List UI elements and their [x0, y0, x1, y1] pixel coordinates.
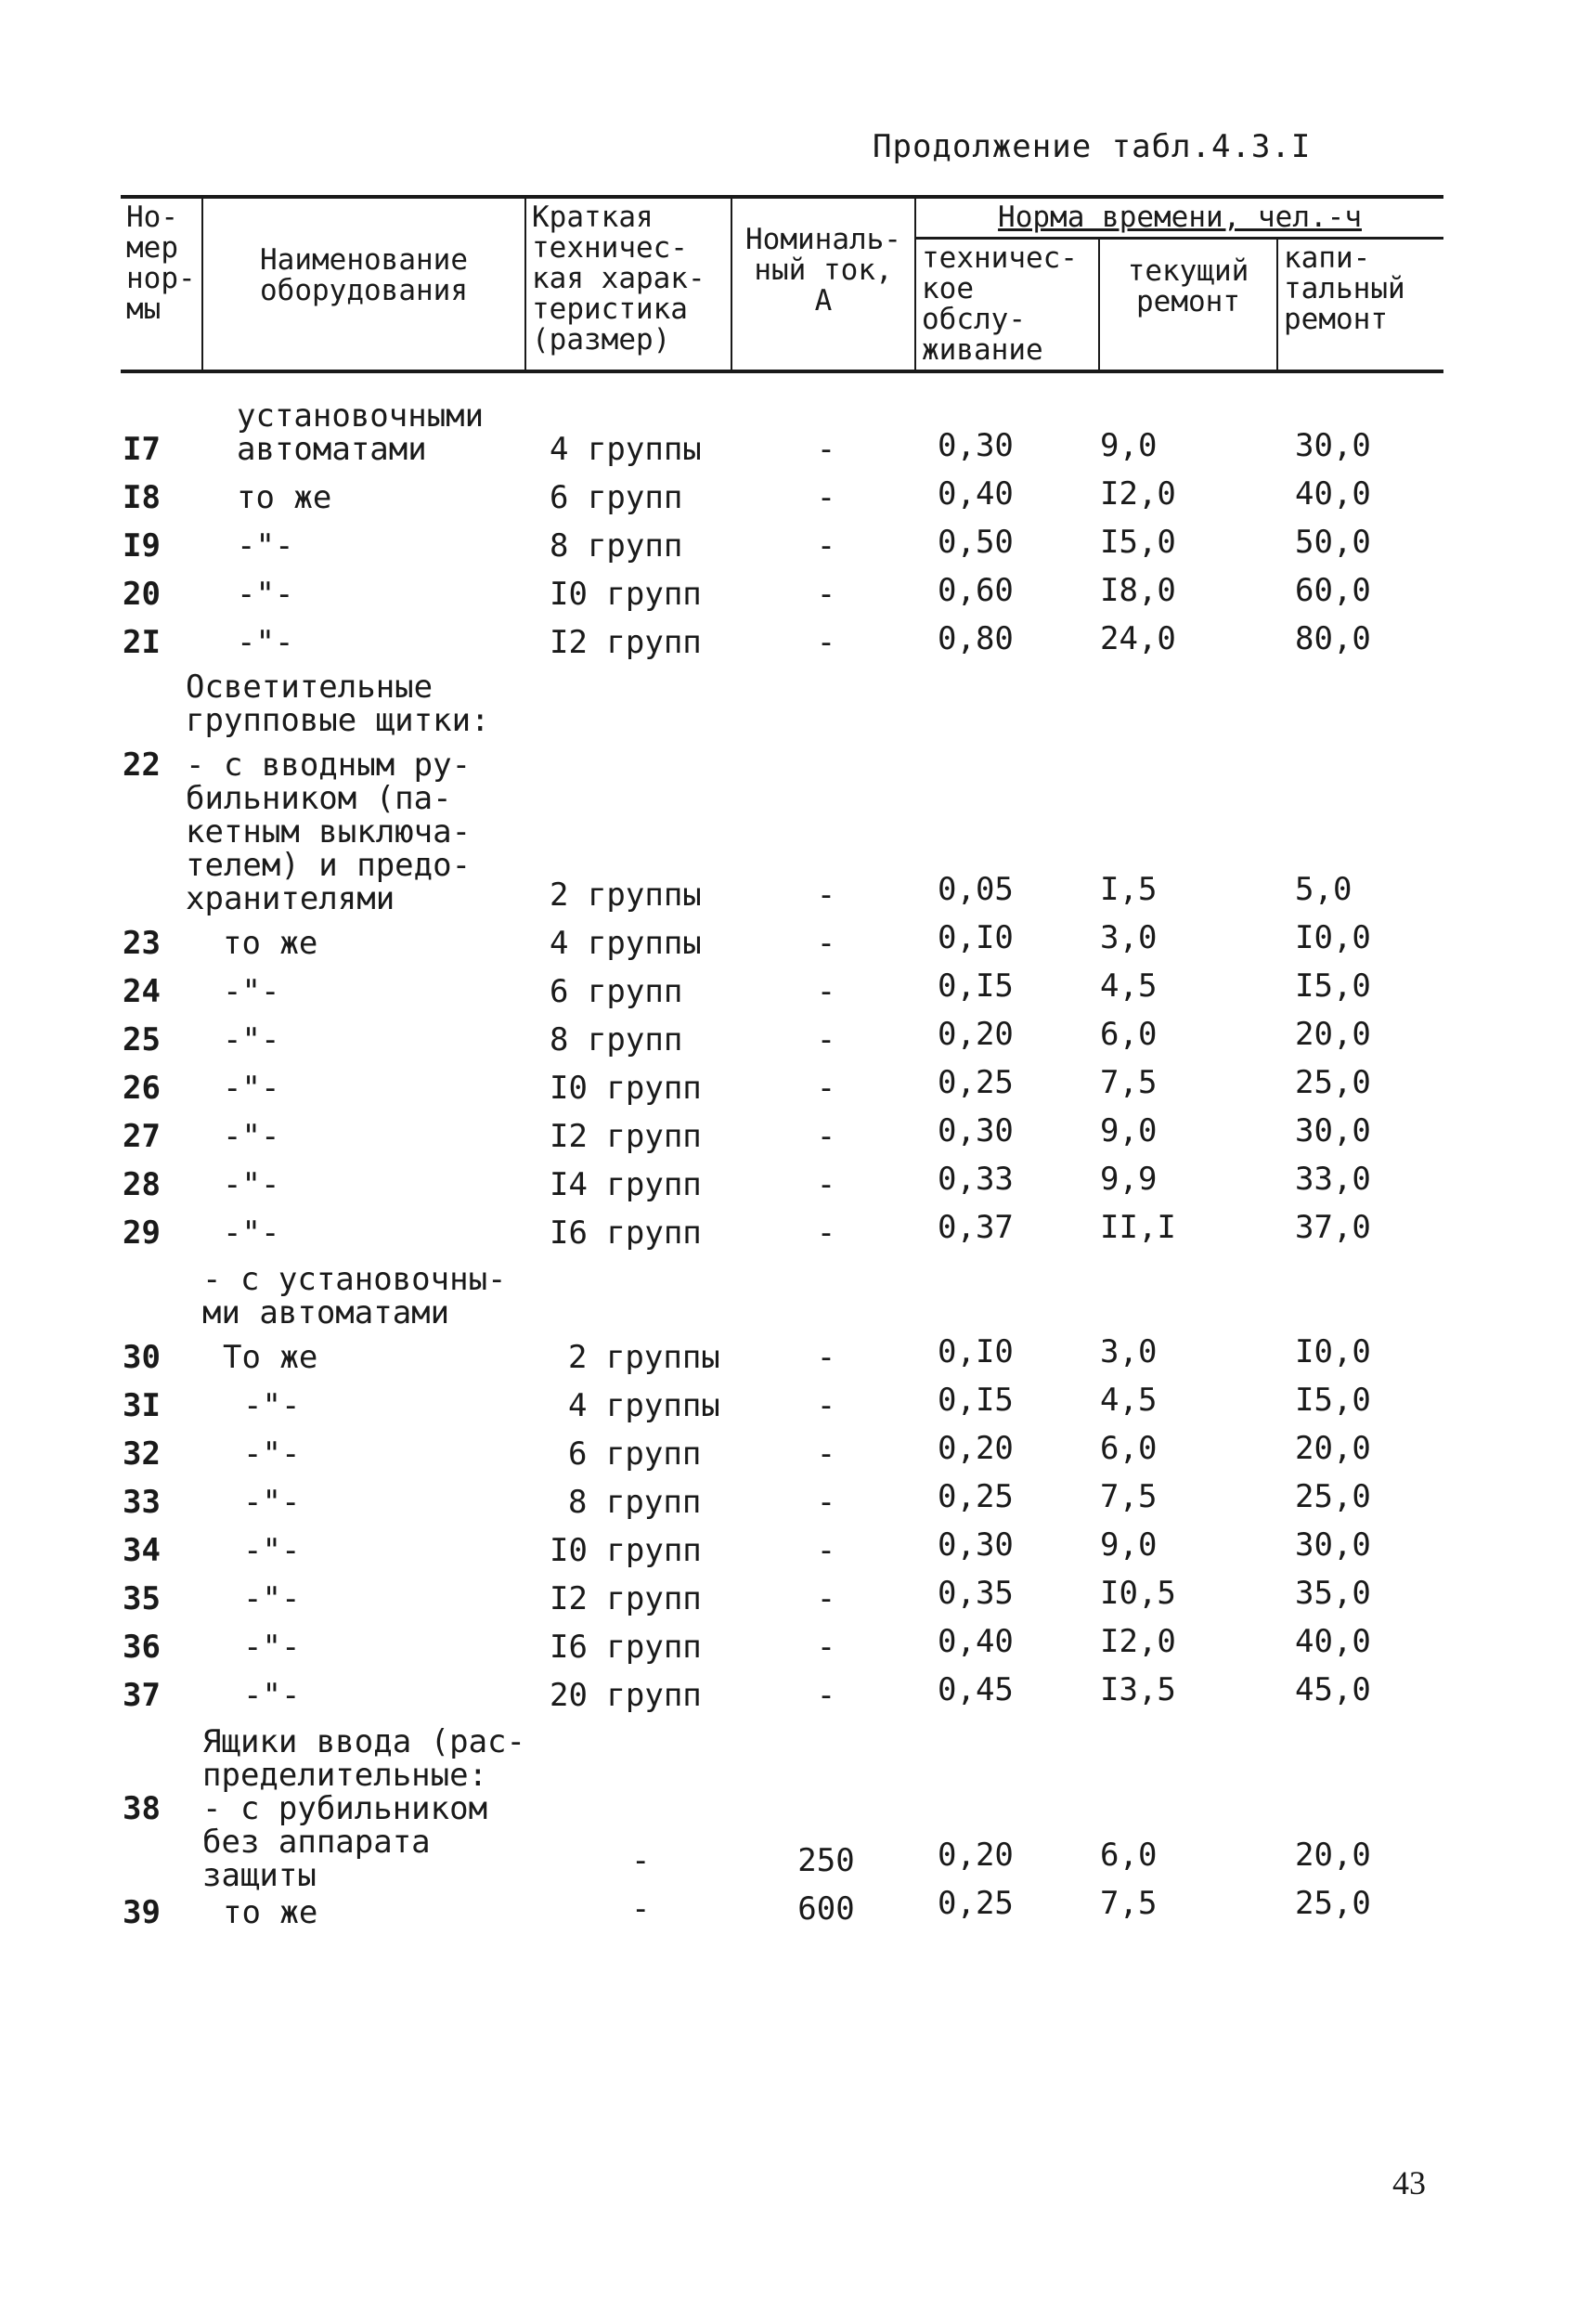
row-number: 23 [123, 925, 161, 962]
row-capital-repair: 35,0 [1295, 1575, 1371, 1612]
row-capital-repair: 25,0 [1295, 1064, 1371, 1101]
row-size: I0 групп [550, 1070, 702, 1107]
header-capital-repair: капи- тальный ремонт [1277, 239, 1443, 372]
row-name: -"- [237, 624, 294, 661]
row-size: I2 групп [550, 624, 702, 661]
header-name: Наименование оборудования [202, 197, 525, 371]
header-maintenance: техничес- кое обслу- живание [915, 239, 1099, 372]
row-capital-repair: 30,0 [1295, 427, 1371, 464]
row-current-repair: 3,0 [1100, 919, 1158, 956]
row-name: -"- [243, 1580, 301, 1617]
row-maintenance: 0,I0 [938, 1333, 1014, 1370]
row-current: - [816, 576, 836, 613]
row-number: 25 [123, 1021, 161, 1058]
row-number: I9 [123, 527, 161, 565]
row-current: 250 [797, 1842, 855, 1879]
section-heading: Осветительные групповые щитки: [186, 669, 490, 739]
row-maintenance: 0,40 [938, 475, 1014, 513]
row-size: I0 групп [550, 576, 702, 613]
row-current-repair: 6,0 [1100, 1837, 1158, 1874]
row-current-repair: 9,9 [1100, 1161, 1158, 1198]
row-size: - [631, 1842, 651, 1879]
row-maintenance: 0,50 [938, 524, 1014, 561]
row-number: 24 [123, 973, 161, 1010]
row-capital-repair: 40,0 [1295, 1623, 1371, 1660]
row-current: - [816, 1387, 836, 1424]
row-number: 39 [123, 1894, 161, 1931]
row-maintenance: 0,45 [938, 1671, 1014, 1708]
row-size: 2 группы [550, 876, 702, 914]
page-number: 43 [1392, 2164, 1426, 2201]
row-current: - [816, 1484, 836, 1521]
row-current-repair: 4,5 [1100, 967, 1158, 1005]
row-size: I6 групп [550, 1629, 702, 1666]
row-name: -"- [223, 973, 280, 1010]
row-name: установочными [237, 397, 485, 435]
row-size: 4 группы [550, 431, 702, 468]
row-maintenance: 0,37 [938, 1209, 1014, 1246]
row-capital-repair: 80,0 [1295, 620, 1371, 657]
row-current: - [816, 925, 836, 962]
row-current: - [816, 973, 836, 1010]
section-heading: - с установочны- ми автоматами [202, 1261, 507, 1331]
row-current-repair: II,I [1100, 1209, 1176, 1246]
row-name: - с вводным ру- бильником (па- кетным выключа- телем) и предо- хранителями [186, 747, 472, 917]
row-maintenance: 0,33 [938, 1161, 1014, 1198]
row-current-repair: 6,0 [1100, 1430, 1158, 1467]
row-capital-repair: I0,0 [1295, 1333, 1371, 1370]
row-current: - [816, 876, 836, 914]
row-current: - [816, 624, 836, 661]
row-number: 27 [123, 1118, 161, 1155]
table-caption: Продолжение табл.4.3.I [873, 128, 1312, 165]
row-name: -"- [243, 1484, 301, 1521]
row-name: -"- [243, 1532, 301, 1569]
row-number: 2I [123, 624, 161, 661]
row-capital-repair: 20,0 [1295, 1016, 1371, 1053]
row-current: - [816, 1677, 836, 1714]
row-current-repair: 4,5 [1100, 1382, 1158, 1419]
row-current-repair: 7,5 [1100, 1064, 1158, 1101]
row-size: 2 группы [568, 1339, 720, 1376]
row-size: 6 групп [568, 1435, 702, 1473]
row-size: 4 группы [568, 1387, 720, 1424]
row-current-repair: 6,0 [1100, 1016, 1158, 1053]
row-current: - [816, 1532, 836, 1569]
row-maintenance: 0,25 [938, 1064, 1014, 1101]
row-size: - [631, 1890, 651, 1928]
row-size: 8 групп [568, 1484, 702, 1521]
header-current: Номиналь- ный ток, А [731, 197, 915, 371]
row-current-repair: I5,0 [1100, 524, 1176, 561]
row-number: 34 [123, 1532, 161, 1569]
row-current-repair: 7,5 [1100, 1885, 1158, 1922]
row-size: I0 групп [550, 1532, 702, 1569]
row-size: 8 групп [550, 527, 683, 565]
row-name: То же [223, 1339, 318, 1376]
header-characteristic: Краткая техничес- кая харак- теристика (размер) [525, 197, 731, 371]
row-capital-repair: 20,0 [1295, 1837, 1371, 1874]
row-name: - с рубильником без аппарата защиты [202, 1790, 488, 1894]
row-size: 20 групп [550, 1677, 702, 1714]
row-number: 32 [123, 1435, 161, 1473]
row-number: 37 [123, 1677, 161, 1714]
row-size: I2 групп [550, 1580, 702, 1617]
row-capital-repair: 30,0 [1295, 1526, 1371, 1564]
header-current-repair: текущий ремонт [1099, 239, 1277, 372]
row-capital-repair: 45,0 [1295, 1671, 1371, 1708]
row-size: 8 групп [550, 1021, 683, 1058]
row-name: -"- [223, 1021, 280, 1058]
row-maintenance: 0,35 [938, 1575, 1014, 1612]
row-current-repair: I8,0 [1100, 572, 1176, 609]
row-number: 22 [123, 747, 161, 784]
row-number: 38 [123, 1790, 161, 1827]
row-current-repair: 9,0 [1100, 1526, 1158, 1564]
row-number: I8 [123, 479, 161, 516]
row-current: - [816, 1118, 836, 1155]
header-norm-group: Норма времени, чел.-ч [915, 197, 1443, 239]
row-current-repair: 9,0 [1100, 1112, 1158, 1149]
row-name: -"- [243, 1629, 301, 1666]
row-size: 4 группы [550, 925, 702, 962]
row-number: 33 [123, 1484, 161, 1521]
row-current: - [816, 1435, 836, 1473]
row-maintenance: 0,20 [938, 1837, 1014, 1874]
row-current-repair: I0,5 [1100, 1575, 1176, 1612]
row-name: -"- [243, 1435, 301, 1473]
row-name: -"- [243, 1387, 301, 1424]
row-capital-repair: 60,0 [1295, 572, 1371, 609]
row-capital-repair: 25,0 [1295, 1478, 1371, 1515]
row-maintenance: 0,25 [938, 1478, 1014, 1515]
header-number: Но- мер нор- мы [121, 197, 202, 371]
row-capital-repair: 37,0 [1295, 1209, 1371, 1246]
row-capital-repair: 40,0 [1295, 475, 1371, 513]
row-number: 3I [123, 1387, 161, 1424]
row-size: 6 групп [550, 479, 683, 516]
row-name: -"- [237, 576, 294, 613]
row-current: - [816, 1214, 836, 1252]
row-maintenance: 0,30 [938, 1526, 1014, 1564]
row-capital-repair: 20,0 [1295, 1430, 1371, 1467]
row-size: 6 групп [550, 973, 683, 1010]
row-number: 29 [123, 1214, 161, 1252]
row-current-repair: I,5 [1100, 871, 1158, 908]
row-capital-repair: I0,0 [1295, 919, 1371, 956]
row-current: - [816, 1021, 836, 1058]
row-name: -"- [223, 1118, 280, 1155]
row-name: -"- [237, 527, 294, 565]
row-maintenance: 0,I5 [938, 1382, 1014, 1419]
row-number: 26 [123, 1070, 161, 1107]
row-maintenance: 0,05 [938, 871, 1014, 908]
row-current-repair: 7,5 [1100, 1478, 1158, 1515]
row-current-repair: 9,0 [1100, 427, 1158, 464]
row-current-repair: 3,0 [1100, 1333, 1158, 1370]
row-size: I4 групп [550, 1166, 702, 1203]
row-current: 600 [797, 1890, 855, 1928]
section-heading: Ящики ввода (рас- пределительные: [202, 1723, 525, 1794]
row-maintenance: 0,30 [938, 427, 1014, 464]
row-current-repair: I3,5 [1100, 1671, 1176, 1708]
row-current: - [816, 1166, 836, 1203]
row-name: -"- [223, 1070, 280, 1107]
row-size: I2 групп [550, 1118, 702, 1155]
row-maintenance: 0,40 [938, 1623, 1014, 1660]
row-current: - [816, 1339, 836, 1376]
row-current-repair: I2,0 [1100, 475, 1176, 513]
row-name: -"- [223, 1214, 280, 1252]
row-number: 28 [123, 1166, 161, 1203]
row-maintenance: 0,80 [938, 620, 1014, 657]
row-size: I6 групп [550, 1214, 702, 1252]
row-capital-repair: 50,0 [1295, 524, 1371, 561]
row-capital-repair: 25,0 [1295, 1885, 1371, 1922]
row-current-repair: 24,0 [1100, 620, 1176, 657]
row-maintenance: 0,20 [938, 1016, 1014, 1053]
row-number: 35 [123, 1580, 161, 1617]
row-name: автоматами [237, 431, 427, 468]
row-name: то же [237, 479, 332, 516]
row-current: - [816, 527, 836, 565]
row-maintenance: 0,20 [938, 1430, 1014, 1467]
row-name: то же [223, 1894, 318, 1931]
row-name: -"- [223, 1166, 280, 1203]
row-current: - [816, 479, 836, 516]
row-capital-repair: I5,0 [1295, 967, 1371, 1005]
row-maintenance: 0,30 [938, 1112, 1014, 1149]
row-maintenance: 0,60 [938, 572, 1014, 609]
row-current: - [816, 1070, 836, 1107]
row-name: то же [223, 925, 318, 962]
row-number: 36 [123, 1629, 161, 1666]
row-capital-repair: 33,0 [1295, 1161, 1371, 1198]
row-current: - [816, 1629, 836, 1666]
row-maintenance: 0,I5 [938, 967, 1014, 1005]
row-current: - [816, 431, 836, 468]
row-number: I7 [123, 431, 161, 468]
row-number: 30 [123, 1339, 161, 1376]
row-maintenance: 0,I0 [938, 919, 1014, 956]
row-number: 20 [123, 576, 161, 613]
row-capital-repair: 5,0 [1295, 871, 1353, 908]
row-maintenance: 0,25 [938, 1885, 1014, 1922]
row-name: -"- [243, 1677, 301, 1714]
row-current: - [816, 1580, 836, 1617]
row-capital-repair: 30,0 [1295, 1112, 1371, 1149]
row-current-repair: I2,0 [1100, 1623, 1176, 1660]
row-capital-repair: I5,0 [1295, 1382, 1371, 1419]
